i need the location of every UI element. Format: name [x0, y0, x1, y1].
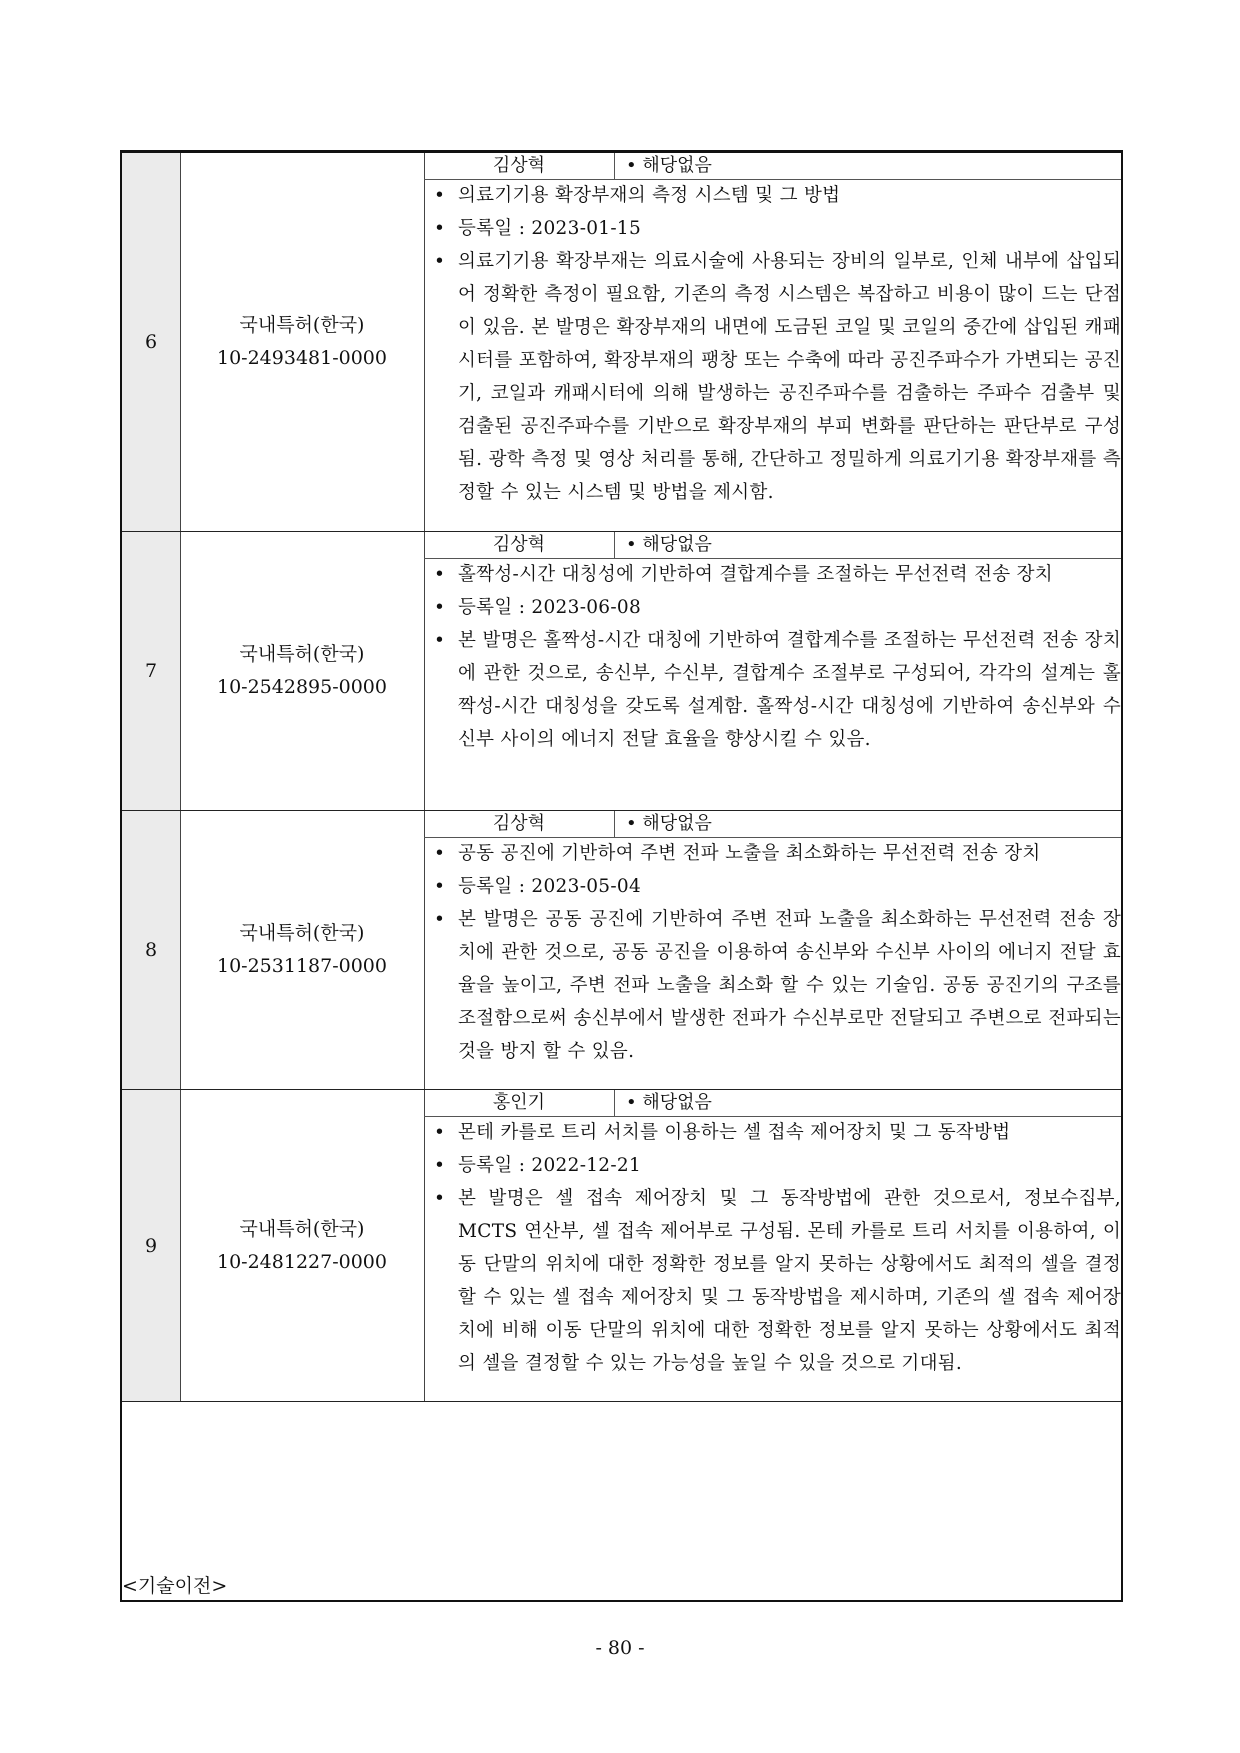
patent-table [120, 150, 1123, 1602]
inventor-name: 김상혁 [424, 532, 615, 558]
patent-description: • 본 발명은 공동 공진에 기반하여 주변 전파 노출을 최소화하는 무선전력 전송 장치에 관한 것으로, 공동 공진을 이용하여 송신부와 수신부 사이의 에너지 전달 효율을 높이고, 주변 전파 노출을 최소화 할 수 있는 기술임. 공동 공진기의 구조를 조절함으로써 송신부에서 발생한 전파가 수신부로만 전달되고 주변으로 전파되는 것을 방지 할 수 있음. [424, 903, 1121, 1068]
patent-description: • 의료기기용 확장부재는 의료시술에 사용되는 장비의 일부로, 인체 내부에 삽입되어 정확한 측정이 필요함, 기존의 측정 시스템은 복잡하고 비용이 많이 드는 단점이 있음. 본 발명은 확장부재의 내면에 도금된 코일 및 코일의 중간에 삽입된 캐패시터를 포함하여, 확장부재의 팽창 또는 수축에 따라 공진주파수가 가변되는 공진기, 코일과 캐패시터에 의해 발생하는 공진주파수를 검출하는 주파수 검출부 및 검출된 공진주파수를 기반으로 확장부재의 부피 변화를 판단하는 판단부로 구성됨. 광학 측정 및 영상 처리를 통해, 간단하고 정밀하게 의료기기용 확장부재를 측정할 수 있는 시스템 및 방법을 제시함. [424, 245, 1121, 509]
inventor-row [424, 532, 1121, 559]
patent-detail [424, 811, 1121, 1089]
patent-detail [424, 1090, 1121, 1401]
patent-title: • 홀짝성-시간 대칭성에 기반하여 결합계수를 조절하는 무선전력 전송 장치 [424, 558, 1121, 591]
patent-type: 국내특허(한국) [239, 1217, 365, 1240]
patent-type: 국내특허(한국) [239, 922, 365, 944]
patent-bullets [424, 558, 1121, 756]
table-row [122, 153, 1121, 532]
inventor-row [424, 153, 1121, 180]
row-number: 8 [122, 811, 181, 1089]
registration-date: • 등록일 : 2023-05-04 [424, 870, 1121, 903]
registration-date: • 등록일 : 2023-06-08 [424, 591, 1121, 624]
registration-date: • 등록일 : 2022-12-21 [424, 1149, 1121, 1182]
patent-type: 국내특허(한국) [239, 314, 365, 336]
inventor-note: • 해당없음 [626, 1092, 712, 1113]
patent-detail [424, 532, 1121, 810]
patent-number: 10-2542895-0000 [217, 676, 387, 698]
patent-info [180, 153, 425, 531]
inventor-row [424, 1090, 1121, 1117]
patent-bullets [424, 179, 1121, 509]
patent-title: • 의료기기용 확장부재의 측정 시스템 및 그 방법 [424, 179, 1121, 212]
patent-bullets [424, 1116, 1121, 1380]
row-number: 6 [122, 153, 181, 531]
patent-info [180, 811, 425, 1089]
patent-description: • 본 발명은 홀짝성-시간 대칭에 기반하여 결합계수를 조절하는 무선전력 전송 장치에 관한 것으로, 송신부, 수신부, 결합계수 조절부로 구성되어, 각각의 설계는 홀짝성-시간 대칭성을 갖도록 설계함. 홀짝성-시간 대칭성에 기반하여 송신부와 수신부 사이의 에너지 전달 효율을 향상시킬 수 있음. [424, 624, 1121, 756]
row-number: 9 [122, 1090, 181, 1401]
row-number: 7 [122, 532, 181, 810]
inventor-note: • 해당없음 [626, 155, 712, 176]
table-row [122, 1090, 1121, 1402]
patent-title: • 몬테 카를로 트리 서치를 이용하는 셀 접속 제어장치 및 그 동작방법 [424, 1116, 1121, 1149]
registration-date: • 등록일 : 2023-01-15 [424, 212, 1121, 245]
inventor-row [424, 811, 1121, 838]
patent-number: 10-2531187-0000 [217, 955, 387, 977]
patent-info [180, 1090, 425, 1401]
table-row [122, 811, 1121, 1090]
inventor-note: • 해당없음 [626, 813, 712, 834]
section-label: <기술이전> [122, 1575, 228, 1597]
patent-number: 10-2493481-0000 [217, 347, 387, 369]
table-row [122, 532, 1121, 811]
patent-title: • 공동 공진에 기반하여 주변 전파 노출을 최소화하는 무선전력 전송 장치 [424, 837, 1121, 870]
patent-type: 국내특허(한국) [239, 643, 365, 665]
patent-description: • 본 발명은 셀 접속 제어장치 및 그 동작방법에 관한 것으로서, 정보수집부, MCTS 연산부, 셀 접속 제어부로 구성됨. 몬테 카를로 트리 서치를 이용하여, 이동 단말의 위치에 대한 정확한 정보를 알지 못하는 상황에서도 최적의 셀을 결정할 수 있는 셀 접속 제어장치 및 그 동작방법을 제시하며, 기존의 셀 접속 제어장치에 비해 이동 단말의 위치에 대한 정확한 정보를 알지 못하는 상황에서도 최적의 셀을 결정할 수 있는 가능성을 높일 수 있을 것으로 기대됨. [424, 1182, 1121, 1380]
page-number: - 80 - [595, 1637, 645, 1659]
inventor-note: • 해당없음 [626, 534, 712, 555]
patent-number: 10-2481227-0000 [217, 1250, 387, 1273]
inventor-name: 홍인기 [424, 1090, 615, 1116]
patent-info [180, 532, 425, 810]
inventor-name: 김상혁 [424, 811, 615, 837]
patent-bullets [424, 837, 1121, 1068]
inventor-name: 김상혁 [424, 153, 615, 179]
patent-detail [424, 153, 1121, 531]
